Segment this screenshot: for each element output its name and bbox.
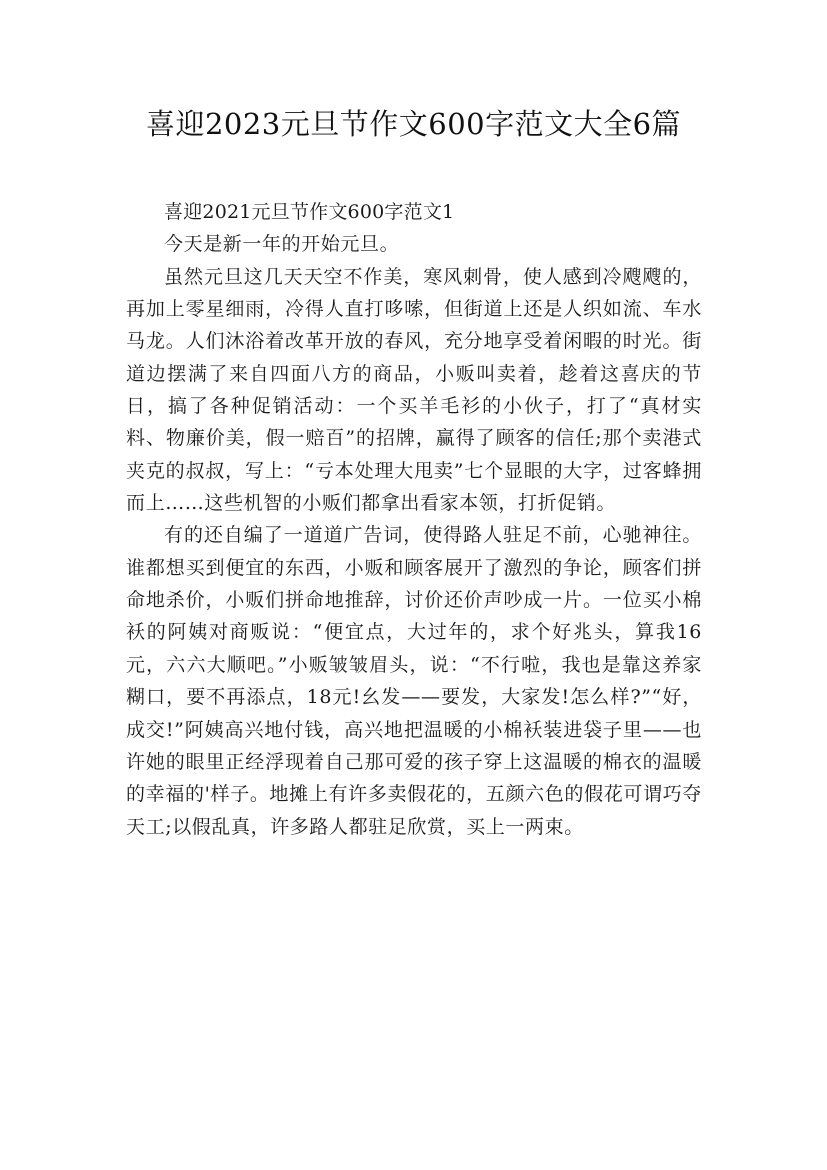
paragraph: 有的还自编了一道道广告词，使得路人驻足不前，心驰神往。谁都想买到便宜的东西，小贩和顾客展开了激烈的争论，顾客们拼命地杀价，小贩们拼命地推辞，讨价还价声吵成一片。一位买小棉袄的阿姨对商贩说：“便宜点，大过年的，求个好兆头，算我16元，六六大顺吧。”小贩皱皱眉头，说：“不行啦，我也是靠这养家糊口，要不再添点，18元!幺发——要发，大家发!怎么样?”“好，成交!”阿姨高兴地付钱，高兴地把温暖的小棉袄装进袋子里——也许她的眼里正经浮现着自己那可爱的孩子穿上这温暖的棉衣的温暖的幸福的'样子。地摊上有许多卖假花的，五颜六色的假花可谓巧夺天工;以假乱真，许多路人都驻足欣赏，买上一两束。 xyxy=(126,524,702,838)
document-body xyxy=(126,196,702,843)
paragraph: 今天是新一年的开始元旦。 xyxy=(164,233,400,256)
document-title: 喜迎2023元旦节作文600字范文大全6篇 xyxy=(145,107,682,141)
essay-heading: 喜迎2021元旦节作文600字范文1 xyxy=(164,201,455,223)
paragraph: 虽然元旦这几天天空不作美，寒风刺骨，使人感到冷飕飕的，再加上零星细雨，冷得人直打哆嗦，但街道上还是人织如流、车水马龙。人们沐浴着改革开放的春风，充分地享受着闲暇的时光。街道边摆满了来自四面八方的商品，小贩叫卖着，趁着这喜庆的节日，搞了各种促销活动：一个买羊毛衫的小伙子，打了“真材实料、物廉价美，假一赔百”的招牌，赢得了顾客的信任;那个卖港式夹克的叔叔，写上：“亏本处理大甩卖”七个显眼的大字，过客蜂拥而上……这些机智的小贩们都拿出看家本领，打折促销。 xyxy=(126,265,702,515)
